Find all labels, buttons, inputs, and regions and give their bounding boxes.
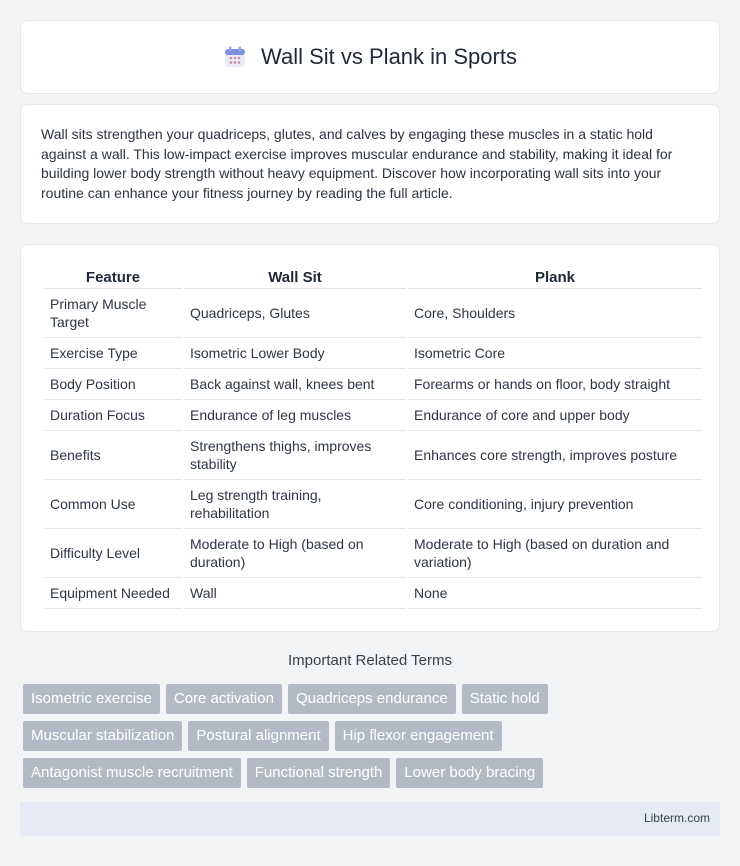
plank-cell: Endurance of core and upper body [408,400,702,431]
wall-sit-cell: Strengthens thighs, improves stability [184,431,406,480]
tag-antagonist-muscle-recruitment[interactable]: Antagonist muscle recruitment [23,758,241,788]
wall-sit-cell: Leg strength training, rehabilitation [184,480,406,529]
plank-cell: Isometric Core [408,338,702,369]
plank-cell: Forearms or hands on floor, body straight [408,369,702,400]
table-row [44,338,702,369]
wall-sit-cell: Back against wall, knees bent [184,369,406,400]
footer [20,802,720,836]
wall-sit-cell: Endurance of leg muscles [184,400,406,431]
table-header-row [44,265,702,289]
table-row [44,529,702,578]
table-row [44,400,702,431]
title-card [20,20,720,94]
tag-row [23,684,723,714]
wall-sit-cell: Isometric Lower Body [184,338,406,369]
feature-cell: Duration Focus [44,400,182,431]
page-title: Wall Sit vs Plank in Sports [261,44,517,69]
tag-postural-alignment[interactable]: Postural alignment [188,721,328,751]
table-row [44,369,702,400]
tag-row [23,721,723,751]
tag-quadriceps-endurance[interactable]: Quadriceps endurance [288,684,456,714]
table-row [44,480,702,529]
wall-sit-cell: Wall [184,578,406,609]
tag-static-hold[interactable]: Static hold [462,684,548,714]
feature-cell: Common Use [44,480,182,529]
footer-site-link[interactable]: Libterm.com [643,811,710,825]
feature-cell: Body Position [44,369,182,400]
related-terms-heading: Important Related Terms [288,652,452,669]
feature-cell: Primary Muscle Target [44,289,182,338]
calendar-icon [223,45,247,69]
plank-cell: Enhances core strength, improves posture [408,431,702,480]
title-wrap [223,44,517,70]
plank-cell: Moderate to High (based on duration and variation) [408,529,702,578]
wall-sit-cell: Quadriceps, Glutes [184,289,406,338]
table-row [44,578,702,609]
related-terms-list [23,684,723,795]
feature-cell: Difficulty Level [44,529,182,578]
tag-lower-body-bracing[interactable]: Lower body bracing [396,758,543,788]
tag-functional-strength[interactable]: Functional strength [247,758,391,788]
tag-muscular-stabilization[interactable]: Muscular stabilization [23,721,182,751]
header-wall-sit: Wall Sit [184,265,406,289]
header-feature: Feature [44,265,182,289]
tag-core-activation[interactable]: Core activation [166,684,282,714]
feature-cell: Exercise Type [44,338,182,369]
feature-cell: Benefits [44,431,182,480]
comparison-card [20,244,720,632]
intro-paragraph: Wall sits strengthen your quadriceps, glutes, and calves by engaging these muscles in a static hold against a wall. This low-impact exercise improves muscular endurance and stability, making it ideal for building lower body strength without heavy equipment. Discover how incorporating wall sits into your routine can enhance your fitness journey by reading the full article. [41,126,673,201]
header-plank: Plank [408,265,702,289]
plank-cell: Core conditioning, injury prevention [408,480,702,529]
tag-row [23,758,723,788]
table-row [44,431,702,480]
tag-hip-flexor-engagement[interactable]: Hip flexor engagement [335,721,502,751]
intro-card [20,104,720,224]
feature-cell: Equipment Needed [44,578,182,609]
comparison-table [42,265,704,609]
plank-cell: Core, Shoulders [408,289,702,338]
plank-cell: None [408,578,702,609]
tag-isometric-exercise[interactable]: Isometric exercise [23,684,160,714]
table-row [44,289,702,338]
wall-sit-cell: Moderate to High (based on duration) [184,529,406,578]
